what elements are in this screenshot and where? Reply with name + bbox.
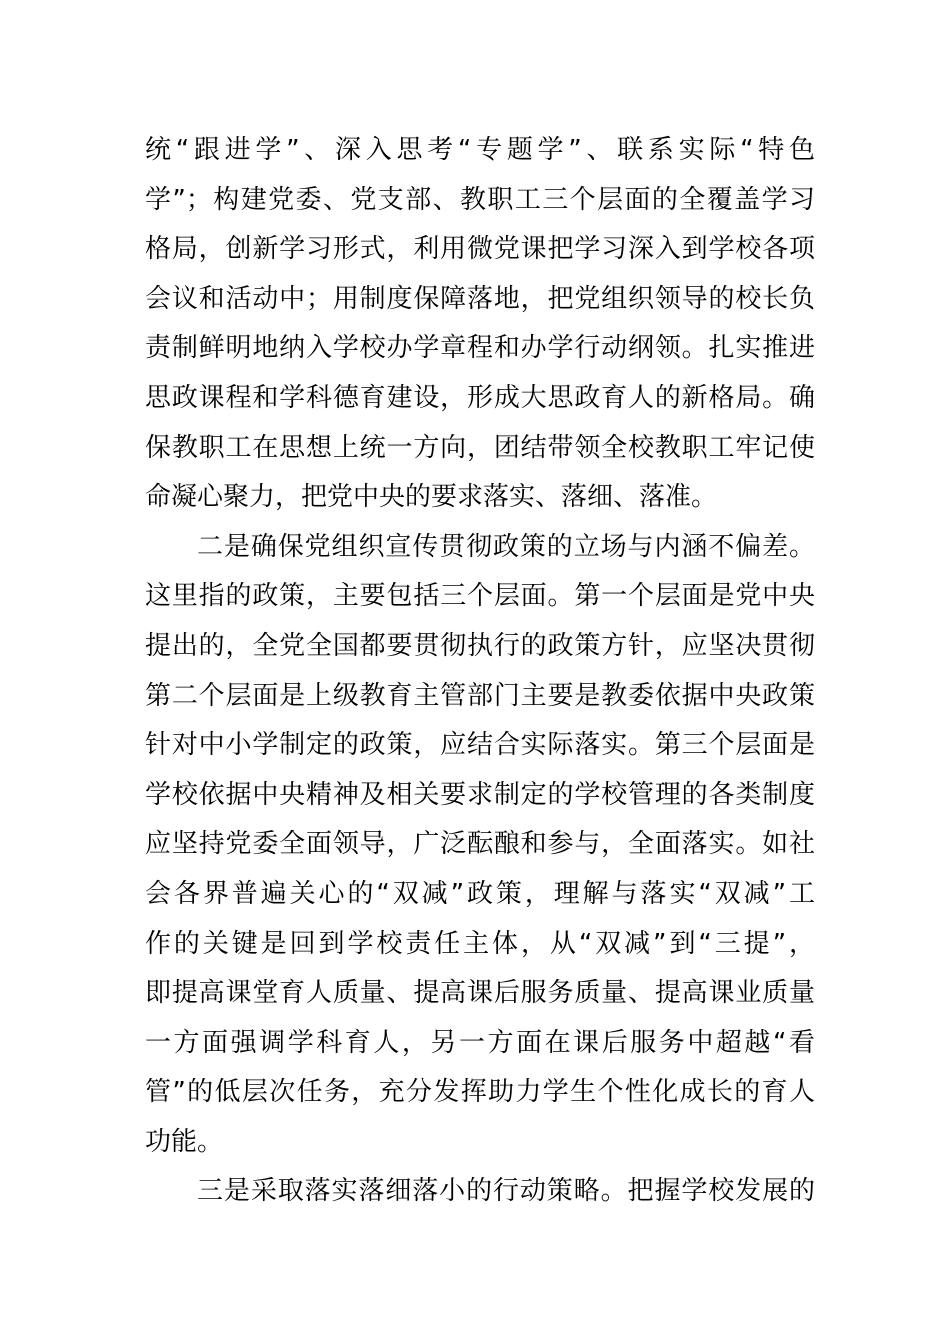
text-line: 统“跟进学”、深入思考“专题学”、联系实际“特色 (145, 135, 815, 165)
body-text (145, 126, 815, 1217)
text-line: 针对中小学制定的政策，应结合实际落实。第三个层面是 (145, 730, 815, 761)
text-line: 即提高课堂育人质量、提高课后服务质量、提高课业质量 (145, 978, 815, 1009)
text-line: 思政课程和学科德育建设，形成大思政育人的新格局。确 (145, 382, 815, 413)
text-line: 格局，创新学习形式，利用微党课把学习深入到学校各项 (145, 234, 815, 265)
text-line: 会各界普遍关心的“双减”政策，理解与落实“双减”工 (145, 878, 815, 909)
paragraph-start-line: 三是采取落实落细落小的行动策略。把握学校发展的 (197, 1176, 815, 1207)
text-line: 第二个层面是上级教育主管部门主要是教委依据中央政策 (145, 680, 815, 711)
text-line: 作的关键是回到学校责任主体，从“双减”到“三提”， (145, 928, 815, 959)
text-line: 提出的，全党全国都要贯彻执行的政策方针，应坚决贯彻 (145, 630, 815, 661)
text-line: 学”；构建党委、党支部、教职工三个层面的全覆盖学习 (145, 184, 815, 215)
text-line: 会议和活动中；用制度保障落地，把党组织领导的校长负 (145, 283, 815, 314)
text-line: 责制鲜明地纳入学校办学章程和办学行动纲领。扎实推进 (145, 333, 815, 364)
text-line: 管”的低层次任务，充分发挥助力学生个性化成长的育人 (145, 1077, 815, 1108)
text-line: 应坚持党委全面领导，广泛酝酿和参与，全面落实。如社 (145, 829, 815, 860)
text-line: 命凝心聚力，把党中央的要求落实、落细、落准。 (145, 482, 718, 513)
text-line: 一方面强调学科育人，另一方面在课后服务中超越“看 (145, 1027, 815, 1058)
text-line: 学校依据中央精神及相关要求制定的学校管理的各类制度 (145, 779, 815, 810)
text-line: 功能。 (145, 1126, 224, 1157)
text-line: 保教职工在思想上统一方向，团结带领全校教职工牢记使 (145, 432, 815, 463)
text-line: 这里指的政策，主要包括三个层面。第一个层面是党中央 (145, 581, 815, 612)
paragraph-start-line: 二是确保党组织宣传贯彻政策的立场与内涵不偏差。 (197, 531, 815, 562)
